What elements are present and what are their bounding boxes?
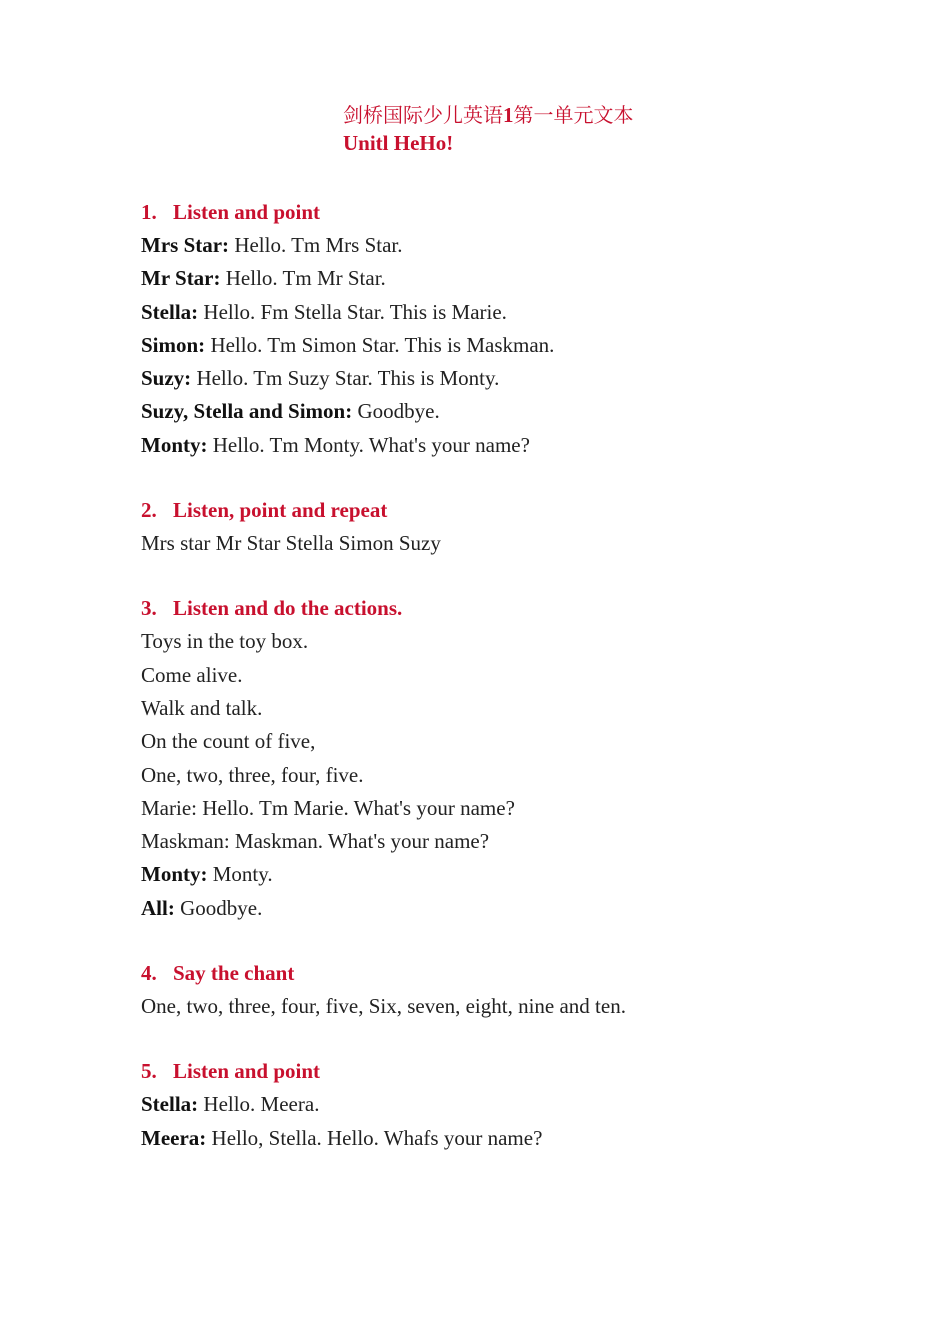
section-3 xyxy=(141,592,861,925)
line-text: Maskman: Maskman. What's your name? xyxy=(141,829,490,854)
line-text: Walk and talk. xyxy=(141,695,263,720)
line-text: Goodbye. xyxy=(352,399,440,424)
line-text: Monty. xyxy=(207,862,273,887)
title-block xyxy=(343,102,863,157)
speaker-name: Monty: xyxy=(141,862,208,887)
chinese-title-prefix: 剑桥国际少儿英语 xyxy=(343,105,503,127)
dialogue-line xyxy=(141,892,861,925)
section-1 xyxy=(141,196,861,462)
dialogue-line xyxy=(141,229,861,262)
text-line xyxy=(141,625,861,658)
speaker-name: Mrs Star: xyxy=(141,233,230,257)
line-text: Hello, Stella. Hello. Whafs your name? xyxy=(206,1125,543,1150)
text-line xyxy=(141,725,861,758)
speaker-name: Stella: xyxy=(141,299,199,324)
speaker-name: All: xyxy=(141,895,175,920)
line-text: Marie: Hello. Tm Marie. What's your name? xyxy=(141,795,515,820)
chinese-title-level: 1 xyxy=(503,103,514,127)
section-number: 3. xyxy=(141,596,157,621)
text-line xyxy=(141,825,861,858)
chinese-title xyxy=(343,102,863,130)
dialogue-line xyxy=(141,1088,861,1121)
line-text: Hello. Tm Simon Star. This is Maskman. xyxy=(205,332,555,357)
dialogue-line xyxy=(141,362,861,395)
dialogue-line xyxy=(141,329,861,362)
line-text: Hello. Fm Stella Star. This is Marie. xyxy=(198,299,507,324)
dialogue-line xyxy=(141,395,861,428)
section-number: 4. xyxy=(141,961,157,986)
line-text: Hello. Tm Mr Star. xyxy=(220,266,386,291)
section-number: 2. xyxy=(141,498,157,523)
chinese-title-suffix: 第一单元文本 xyxy=(513,105,634,127)
text-line xyxy=(141,990,861,1023)
dialogue-line xyxy=(141,858,861,891)
speaker-name: Stella: xyxy=(141,1092,199,1117)
dialogue-line xyxy=(141,1122,861,1155)
section-number: 5. xyxy=(141,1059,157,1084)
line-text: Goodbye. xyxy=(174,895,263,920)
speaker-name: Simon: xyxy=(141,332,206,357)
section-title: Say the chant xyxy=(173,961,295,986)
section-heading xyxy=(141,196,861,229)
text-line xyxy=(141,692,861,725)
line-text: One, two, three, four, five, Six, seven, eight, nine and ten. xyxy=(141,994,626,1019)
line-text: One, two, three, four, five. xyxy=(141,762,364,787)
line-text: Toys in the toy box. xyxy=(141,629,309,654)
section-5 xyxy=(141,1055,861,1155)
section-2 xyxy=(141,494,861,560)
speaker-name: Suzy: xyxy=(141,366,192,391)
section-title: Listen and point xyxy=(173,1059,321,1084)
dialogue-line xyxy=(141,262,861,295)
section-title: Listen and point xyxy=(173,200,321,224)
line-text: Come alive. xyxy=(141,662,243,687)
section-heading xyxy=(141,957,861,990)
section-title: Listen and do the actions. xyxy=(173,596,403,621)
line-text: Hello. Tm Mrs Star. xyxy=(229,233,403,257)
text-line xyxy=(141,527,861,560)
section-heading xyxy=(141,494,861,527)
dialogue-line xyxy=(141,296,861,329)
line-text: On the count of five, xyxy=(141,729,316,754)
section-title: Listen, point and repeat xyxy=(173,498,388,523)
speaker-name: Monty: xyxy=(141,432,208,457)
section-number: 1. xyxy=(141,200,157,224)
speaker-name: Meera: xyxy=(141,1125,207,1150)
dialogue-line xyxy=(141,429,861,462)
text-line xyxy=(141,759,861,792)
english-title: Unitl HeHo! xyxy=(343,131,454,155)
document-body xyxy=(141,196,861,1187)
line-text: Mrs star Mr Star Stella Simon Suzy xyxy=(141,531,441,556)
line-text: Hello. Tm Suzy Star. This is Monty. xyxy=(191,366,500,391)
section-4 xyxy=(141,957,861,1023)
line-text: Hello. Tm Monty. What's your name? xyxy=(207,432,530,457)
line-text: Hello. Meera. xyxy=(198,1092,320,1117)
speaker-name: Mr Star: xyxy=(141,266,221,291)
speaker-name: Suzy, Stella and Simon: xyxy=(141,399,353,424)
section-heading xyxy=(141,592,861,625)
section-heading xyxy=(141,1055,861,1088)
text-line xyxy=(141,659,861,692)
text-line xyxy=(141,792,861,825)
